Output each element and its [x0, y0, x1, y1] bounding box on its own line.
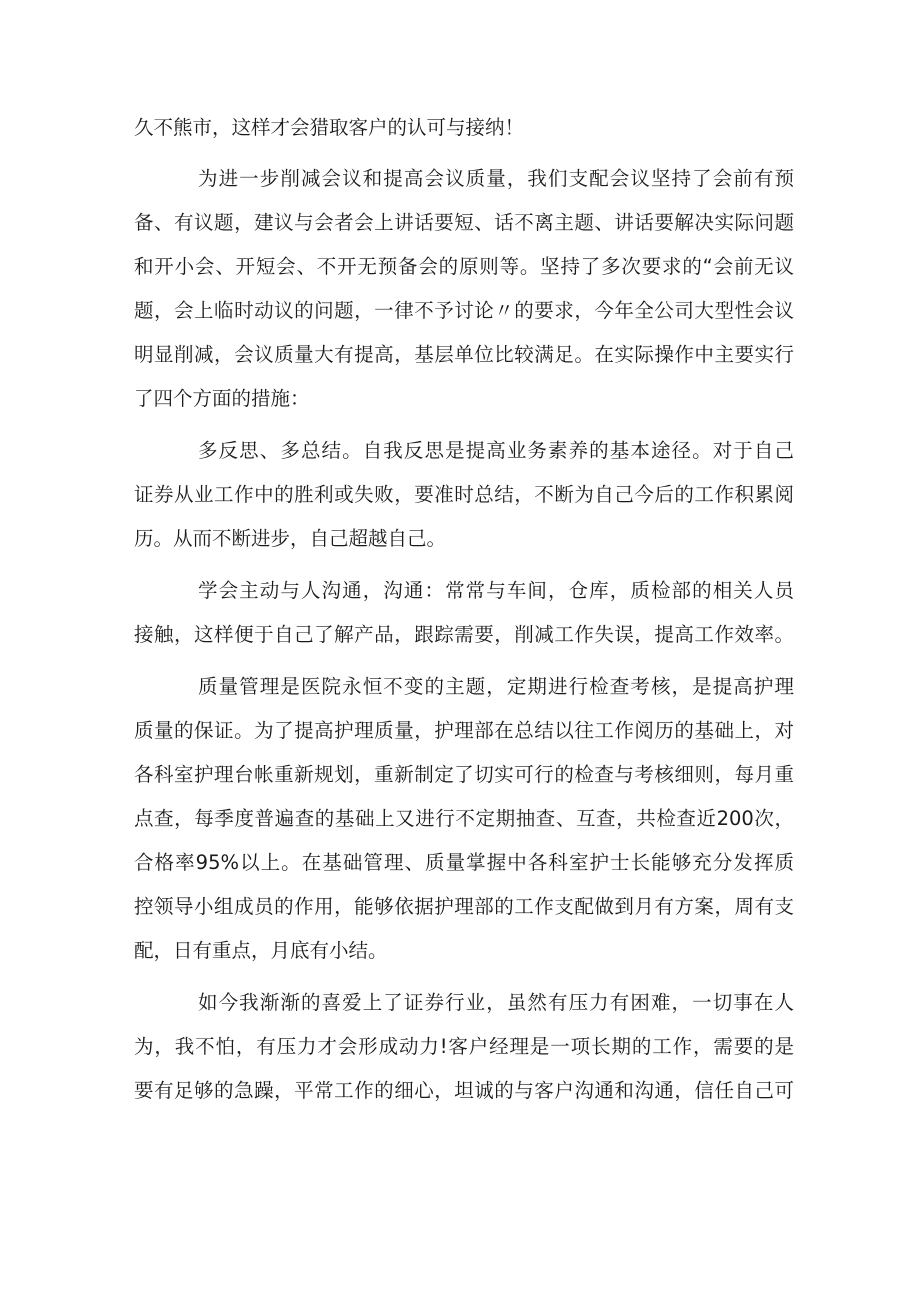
text-line: 题，会上临时动议的问题，一律不予讨论〃的要求，今年全公司大型性会议 [134, 299, 794, 322]
text-line: 质量管理是医院永恒不变的主题，定期进行检查考核，是提高护理 [198, 675, 794, 698]
text-line: 合格率95%以上。在基础管理、质量掌握中各科室护士长能够充分发挥质 [134, 851, 794, 874]
text-line: 明显削减，会议质量大有提高，基层单位比较满足。在实际操作中主要实行 [134, 343, 794, 366]
text-line: 了四个方面的措施： [134, 387, 310, 410]
text-line: 点查，每季度普遍查的基础上又进行不定期抽查、互查，共检查近200次， [134, 807, 794, 830]
text-line: 和开小会、开短会、不开无预备会的原则等。坚持了多次要求的“会前无议 [134, 255, 794, 278]
text-line: 为，我不怕，有压力才会形成动力!客户经理是一项长期的工作，需要的是 [134, 1035, 794, 1058]
text-line: 历。从而不断进步，自己超越自己。 [134, 527, 447, 550]
text-line: 配，日有重点，月底有小结。 [134, 939, 388, 962]
text-line: 证券从业工作中的胜利或失败，要准时总结，不断为自己今后的工作积累阅 [134, 483, 794, 506]
text-line: 如今我渐渐的喜爱上了证券行业，虽然有压力有困难，一切事在人 [198, 991, 794, 1014]
text-line: 为进一步削减会议和提高会议质量，我们支配会议坚持了会前有预 [198, 167, 794, 190]
text-line: 接触，这样便于自己了解产品，跟踪需要，削减工作失误，提高工作效率。 [134, 623, 794, 646]
text-line: 各科室护理台帐重新规划，重新制定了切实可行的检查与考核细则，每月重 [134, 763, 794, 786]
text-line: 学会主动与人沟通，沟通：常常与车间，仓库，质检部的相关人员 [198, 579, 794, 602]
text-line: 质量的保证。为了提高护理质量，护理部在总结以往工作阅历的基础上，对 [134, 719, 794, 742]
text-line: 要有足够的急躁，平常工作的细心，坦诚的与客户沟通和沟通，信任自己可 [134, 1079, 794, 1102]
text-line: 久不熊市，这样才会猎取客户的认可与接纳！ [134, 116, 525, 139]
text-line: 控领导小组成员的作用，能够依据护理部的工作支配做到月有方案，周有支 [134, 895, 794, 918]
text-line: 备、有议题，建议与会者会上讲话要短、话不离主题、讲话要解决实际问题 [134, 211, 794, 234]
text-line: 多反思、多总结。自我反思是提高业务素养的基本途径。对于自己 [198, 439, 794, 462]
